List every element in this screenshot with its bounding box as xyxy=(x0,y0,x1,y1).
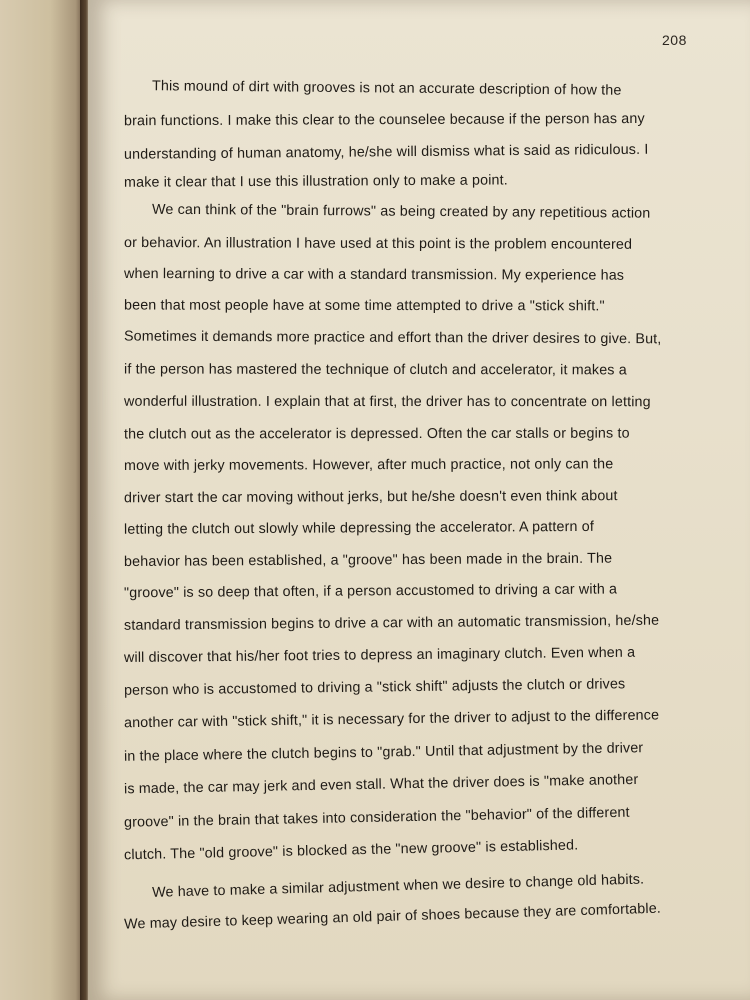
left-page-edge xyxy=(0,0,84,1000)
text-line: We may desire to keep wearing an old pair of shoes because they are comfortable. xyxy=(123,900,662,933)
text-line: the clutch out as the accelerator is depressed. Often the car stalls or begins to xyxy=(123,425,630,443)
text-line: standard transmission begins to drive a car with an automatic transmission, he/she xyxy=(123,612,660,634)
text-line: "groove" is so deep that often, if a person accustomed to driving a car with a xyxy=(123,581,618,602)
text-line: We can think of the "brain furrows" as being created by any repetitious action xyxy=(151,201,651,222)
text-line: letting the clutch out slowly while depressing the accelerator. A pattern of xyxy=(123,518,595,538)
text-line: been that most people have at some time attempted to drive a "stick shift." xyxy=(123,297,605,315)
book-page xyxy=(88,0,750,1000)
text-line: driver start the car moving without jerks, but he/she doesn't even think about xyxy=(123,488,618,507)
text-line: make it clear that I use this illustration only to make a point. xyxy=(123,172,508,191)
text-line: another car with "stick shift," it is necessary for the driver to adjust to the difference xyxy=(123,707,660,732)
text-line: This mound of dirt with grooves is not an accurate description of how the xyxy=(151,78,622,99)
text-line: in the place where the clutch begins to "grab." Until that adjustment by the driver xyxy=(123,740,644,765)
text-line: is made, the car may jerk and even stall. What the driver does is "make another xyxy=(123,771,639,798)
text-line: move with jerky movements. However, after much practice, not only can the xyxy=(123,456,614,475)
text-line: when learning to drive a car with a standard transmission. My experience has xyxy=(123,265,625,284)
text-line: person who is accustomed to driving a "stick shift" adjusts the clutch or drives xyxy=(123,676,626,699)
text-line: clutch. The "old groove" is blocked as the "new groove" is established. xyxy=(123,837,579,864)
text-line: or behavior. An illustration I have used at this point is the problem encountered xyxy=(123,234,633,253)
text-line: Sometimes it demands more practice and effort than the driver desires to give. But, xyxy=(123,328,662,348)
page-number: 208 xyxy=(662,32,687,48)
text-line: groove" in the brain that takes into consideration the "behavior" of the different xyxy=(123,804,630,831)
text-line: understanding of human anatomy, he/she will dismiss what is said as ridiculous. I xyxy=(123,141,649,163)
text-line: We have to make a similar adjustment when we desire to change old habits. xyxy=(151,871,645,901)
text-line: wonderful illustration. I explain that at first, the driver has to concentrate on letting xyxy=(123,393,651,411)
text-line: behavior has been established, a "groove" has been made in the brain. The xyxy=(123,550,613,571)
text-line: brain functions. I make this clear to the counselee because if the person has any xyxy=(123,110,645,130)
text-line: will discover that his/her foot tries to depress an imaginary clutch. Even when a xyxy=(123,644,636,667)
text-line: if the person has mastered the technique of clutch and accelerator, it makes a xyxy=(123,361,627,379)
